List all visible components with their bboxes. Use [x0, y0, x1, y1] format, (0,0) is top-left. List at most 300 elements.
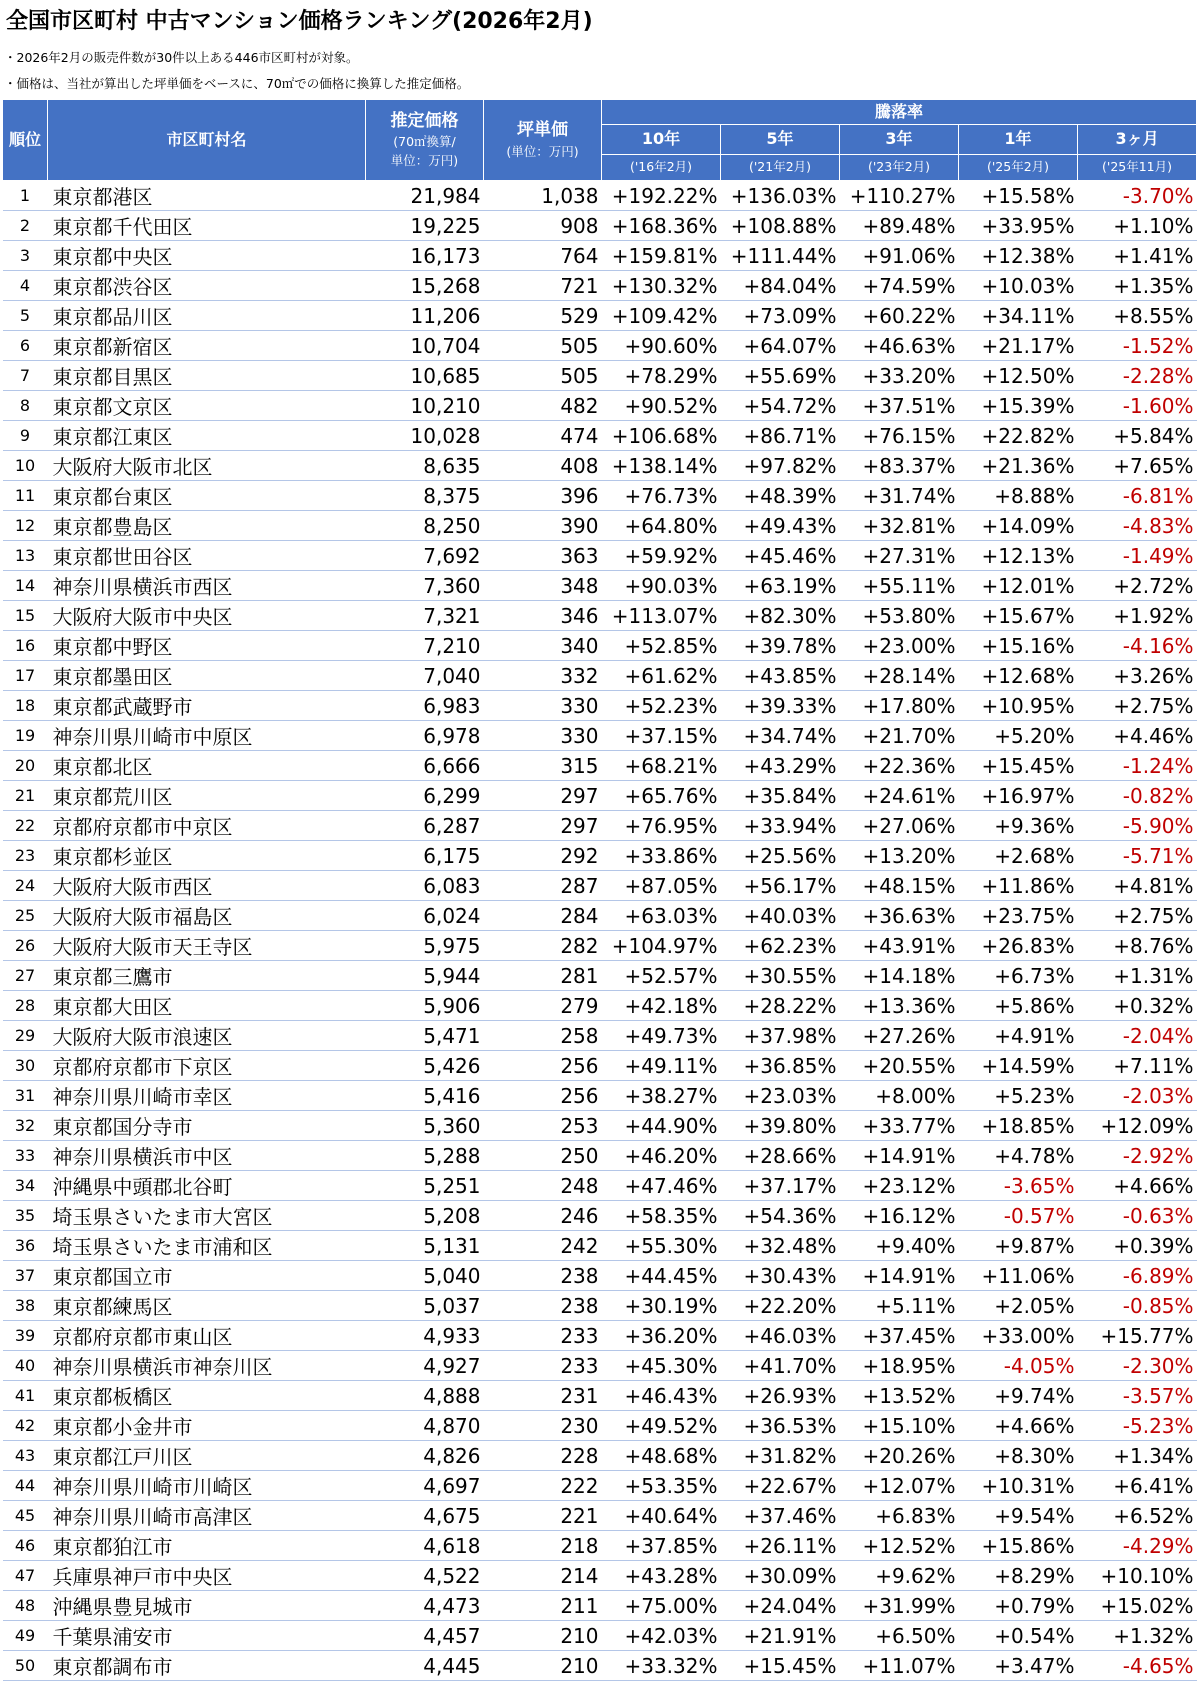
change-5y-cell: +84.04%	[721, 271, 840, 301]
change-5y-cell: +25.56%	[721, 841, 840, 871]
change-3y-cell: +14.91%	[840, 1141, 959, 1171]
municipality-cell: 東京都国立市	[48, 1261, 366, 1291]
change-1y-cell: +23.75%	[959, 901, 1078, 931]
change-1y-cell: +10.03%	[959, 271, 1078, 301]
change-10y-cell: +40.64%	[602, 1501, 721, 1531]
rank-cell: 42	[3, 1411, 48, 1441]
change-1y-cell: +12.50%	[959, 361, 1078, 391]
table-row	[3, 181, 1197, 211]
change-3y-cell: +32.81%	[840, 511, 959, 541]
change-3y-cell: +33.77%	[840, 1111, 959, 1141]
municipality-cell: 大阪府大阪市中央区	[48, 601, 366, 631]
change-3y-cell: +20.26%	[840, 1441, 959, 1471]
tsubo-cell: 210	[484, 1651, 602, 1681]
change-3m-cell: +10.10%	[1078, 1561, 1197, 1591]
change-10y-cell: +192.22%	[602, 181, 721, 211]
tsubo-cell: 363	[484, 541, 602, 571]
change-10y-cell: +43.28%	[602, 1561, 721, 1591]
table-row	[3, 1531, 1197, 1561]
change-1y-cell: -0.57%	[959, 1201, 1078, 1231]
municipality-cell: 東京都調布市	[48, 1651, 366, 1681]
change-5y-cell: +56.17%	[721, 871, 840, 901]
table-row	[3, 1201, 1197, 1231]
rank-cell: 41	[3, 1381, 48, 1411]
rank-cell: 21	[3, 781, 48, 811]
rank-cell: 50	[3, 1651, 48, 1681]
change-3m-cell: -2.92%	[1078, 1141, 1197, 1171]
change-3y-cell: +14.18%	[840, 961, 959, 991]
change-5y-cell: +54.36%	[721, 1201, 840, 1231]
price-cell: 6,299	[366, 781, 484, 811]
municipality-cell: 東京都三鷹市	[48, 961, 366, 991]
change-1y-cell: +0.54%	[959, 1621, 1078, 1651]
change-3y-cell: +6.83%	[840, 1501, 959, 1531]
table-row	[3, 481, 1197, 511]
price-cell: 19,225	[366, 211, 484, 241]
price-cell: 21,984	[366, 181, 484, 211]
rank-cell: 34	[3, 1171, 48, 1201]
change-1y-cell: +22.82%	[959, 421, 1078, 451]
change-1y-cell: +15.39%	[959, 391, 1078, 421]
price-cell: 7,321	[366, 601, 484, 631]
tsubo-cell: 284	[484, 901, 602, 931]
change-3m-cell: +4.66%	[1078, 1171, 1197, 1201]
change-5y-cell: +26.11%	[721, 1531, 840, 1561]
table-row	[3, 241, 1197, 271]
change-10y-cell: +104.97%	[602, 931, 721, 961]
change-1y-cell: -4.05%	[959, 1351, 1078, 1381]
municipality-cell: 大阪府大阪市浪速区	[48, 1021, 366, 1051]
change-1y-cell: +12.01%	[959, 571, 1078, 601]
change-3y-cell: +6.50%	[840, 1621, 959, 1651]
change-3m-cell: +1.41%	[1078, 241, 1197, 271]
change-5y-cell: +26.93%	[721, 1381, 840, 1411]
price-cell: 4,697	[366, 1471, 484, 1501]
change-3y-cell: +110.27%	[840, 181, 959, 211]
municipality-cell: 東京都小金井市	[48, 1411, 366, 1441]
rank-cell: 40	[3, 1351, 48, 1381]
rank-cell: 18	[3, 691, 48, 721]
change-5y-cell: +36.53%	[721, 1411, 840, 1441]
change-3y-cell: +23.12%	[840, 1171, 959, 1201]
change-3m-cell: -6.89%	[1078, 1261, 1197, 1291]
change-5y-cell: +22.20%	[721, 1291, 840, 1321]
price-cell: 6,983	[366, 691, 484, 721]
change-3m-cell: -1.49%	[1078, 541, 1197, 571]
header-period-5y: 5年	[721, 125, 840, 155]
change-5y-cell: +28.66%	[721, 1141, 840, 1171]
price-cell: 4,927	[366, 1351, 484, 1381]
tsubo-cell: 233	[484, 1351, 602, 1381]
tsubo-cell: 908	[484, 211, 602, 241]
change-5y-cell: +40.03%	[721, 901, 840, 931]
price-cell: 11,206	[366, 301, 484, 331]
table-row	[3, 451, 1197, 481]
tsubo-cell: 315	[484, 751, 602, 781]
change-5y-cell: +37.46%	[721, 1501, 840, 1531]
change-5y-cell: +62.23%	[721, 931, 840, 961]
municipality-cell: 東京都荒川区	[48, 781, 366, 811]
change-1y-cell: +26.83%	[959, 931, 1078, 961]
table-row	[3, 1621, 1197, 1651]
change-3y-cell: +43.91%	[840, 931, 959, 961]
table-body	[3, 181, 1197, 1681]
change-3y-cell: +13.20%	[840, 841, 959, 871]
change-10y-cell: +52.57%	[602, 961, 721, 991]
tsubo-cell: 332	[484, 661, 602, 691]
municipality-cell: 東京都渋谷区	[48, 271, 366, 301]
municipality-cell: 神奈川県川崎市中原区	[48, 721, 366, 751]
municipality-cell: 東京都大田区	[48, 991, 366, 1021]
rank-cell: 7	[3, 361, 48, 391]
change-5y-cell: +30.43%	[721, 1261, 840, 1291]
change-5y-cell: +73.09%	[721, 301, 840, 331]
change-10y-cell: +49.52%	[602, 1411, 721, 1441]
table-row	[3, 751, 1197, 781]
rank-cell: 48	[3, 1591, 48, 1621]
change-5y-cell: +28.22%	[721, 991, 840, 1021]
change-3y-cell: +21.70%	[840, 721, 959, 751]
change-3y-cell: +55.11%	[840, 571, 959, 601]
change-10y-cell: +46.20%	[602, 1141, 721, 1171]
rank-cell: 20	[3, 751, 48, 781]
municipality-cell: 東京都中央区	[48, 241, 366, 271]
change-5y-cell: +54.72%	[721, 391, 840, 421]
table-row	[3, 361, 1197, 391]
change-3y-cell: +76.15%	[840, 421, 959, 451]
tsubo-cell: 282	[484, 931, 602, 961]
tsubo-cell: 210	[484, 1621, 602, 1651]
municipality-cell: 東京都中野区	[48, 631, 366, 661]
tsubo-cell: 292	[484, 841, 602, 871]
change-1y-cell: +10.95%	[959, 691, 1078, 721]
tsubo-cell: 250	[484, 1141, 602, 1171]
change-3y-cell: +83.37%	[840, 451, 959, 481]
municipality-cell: 神奈川県横浜市西区	[48, 571, 366, 601]
price-cell: 5,471	[366, 1021, 484, 1051]
change-3m-cell: +1.35%	[1078, 271, 1197, 301]
rank-cell: 32	[3, 1111, 48, 1141]
change-10y-cell: +65.76%	[602, 781, 721, 811]
table-row	[3, 1261, 1197, 1291]
change-3y-cell: +23.00%	[840, 631, 959, 661]
tsubo-cell: 279	[484, 991, 602, 1021]
table-row	[3, 781, 1197, 811]
table-row	[3, 691, 1197, 721]
table-row	[3, 1321, 1197, 1351]
price-cell: 6,175	[366, 841, 484, 871]
municipality-cell: 大阪府大阪市西区	[48, 871, 366, 901]
change-5y-cell: +41.70%	[721, 1351, 840, 1381]
change-5y-cell: +39.33%	[721, 691, 840, 721]
change-10y-cell: +76.73%	[602, 481, 721, 511]
price-cell: 6,978	[366, 721, 484, 751]
change-1y-cell: +2.05%	[959, 1291, 1078, 1321]
price-cell: 4,675	[366, 1501, 484, 1531]
municipality-cell: 京都府京都市下京区	[48, 1051, 366, 1081]
price-cell: 4,870	[366, 1411, 484, 1441]
municipality-cell: 東京都江戸川区	[48, 1441, 366, 1471]
rank-cell: 43	[3, 1441, 48, 1471]
change-3m-cell: +1.10%	[1078, 211, 1197, 241]
table-row	[3, 511, 1197, 541]
header-period-1y: 1年	[959, 125, 1078, 155]
change-10y-cell: +68.21%	[602, 751, 721, 781]
price-cell: 5,131	[366, 1231, 484, 1261]
tsubo-cell: 242	[484, 1231, 602, 1261]
price-cell: 5,037	[366, 1291, 484, 1321]
change-3m-cell: +4.46%	[1078, 721, 1197, 751]
change-3m-cell: +8.76%	[1078, 931, 1197, 961]
change-3m-cell: -4.83%	[1078, 511, 1197, 541]
price-cell: 7,210	[366, 631, 484, 661]
rank-cell: 12	[3, 511, 48, 541]
rank-cell: 17	[3, 661, 48, 691]
change-3y-cell: +17.80%	[840, 691, 959, 721]
municipality-cell: 東京都板橋区	[48, 1381, 366, 1411]
change-3m-cell: -1.24%	[1078, 751, 1197, 781]
change-3m-cell: +5.84%	[1078, 421, 1197, 451]
table-row	[3, 1141, 1197, 1171]
rank-cell: 9	[3, 421, 48, 451]
price-cell: 6,024	[366, 901, 484, 931]
rank-cell: 16	[3, 631, 48, 661]
rank-cell: 6	[3, 331, 48, 361]
tsubo-cell: 256	[484, 1081, 602, 1111]
change-10y-cell: +52.23%	[602, 691, 721, 721]
table-row	[3, 1051, 1197, 1081]
tsubo-cell: 221	[484, 1501, 602, 1531]
change-10y-cell: +36.20%	[602, 1321, 721, 1351]
tsubo-cell: 231	[484, 1381, 602, 1411]
change-1y-cell: +8.30%	[959, 1441, 1078, 1471]
header-price-unit-2: 単位：万円)	[390, 152, 459, 168]
tsubo-cell: 340	[484, 631, 602, 661]
header-price-unit-1: (70㎡換算/	[393, 134, 456, 150]
price-cell: 4,473	[366, 1591, 484, 1621]
change-5y-cell: +86.71%	[721, 421, 840, 451]
municipality-cell: 千葉県浦安市	[48, 1621, 366, 1651]
municipality-cell: 東京都文京区	[48, 391, 366, 421]
rank-cell: 49	[3, 1621, 48, 1651]
change-10y-cell: +64.80%	[602, 511, 721, 541]
rank-cell: 3	[3, 241, 48, 271]
price-cell: 5,906	[366, 991, 484, 1021]
change-5y-cell: +111.44%	[721, 241, 840, 271]
change-1y-cell: +21.36%	[959, 451, 1078, 481]
change-3y-cell: +37.51%	[840, 391, 959, 421]
table-row	[3, 1651, 1197, 1681]
change-10y-cell: +53.35%	[602, 1471, 721, 1501]
table-row	[3, 271, 1197, 301]
tsubo-cell: 238	[484, 1291, 602, 1321]
change-10y-cell: +63.03%	[602, 901, 721, 931]
municipality-cell: 東京都品川区	[48, 301, 366, 331]
change-3m-cell: +7.11%	[1078, 1051, 1197, 1081]
municipality-cell: 京都府京都市中京区	[48, 811, 366, 841]
change-3y-cell: +31.99%	[840, 1591, 959, 1621]
change-5y-cell: +63.19%	[721, 571, 840, 601]
change-3y-cell: +46.63%	[840, 331, 959, 361]
municipality-cell: 大阪府大阪市福島区	[48, 901, 366, 931]
header-tsubo-label: 坪単価	[517, 120, 568, 141]
change-3y-cell: +28.14%	[840, 661, 959, 691]
change-5y-cell: +30.09%	[721, 1561, 840, 1591]
rank-cell: 44	[3, 1471, 48, 1501]
change-3y-cell: +13.52%	[840, 1381, 959, 1411]
header-tsubo-unit: (単位：万円)	[506, 143, 579, 159]
change-1y-cell: +0.79%	[959, 1591, 1078, 1621]
change-10y-cell: +59.92%	[602, 541, 721, 571]
header-period-10y-date: ('16年2月)	[602, 155, 721, 181]
header-price-label: 推定価格	[390, 110, 459, 131]
change-5y-cell: +97.82%	[721, 451, 840, 481]
page-title: 全国市区町村 中古マンション価格ランキング(2026年2月)	[6, 9, 593, 34]
change-5y-cell: +136.03%	[721, 181, 840, 211]
rank-cell: 19	[3, 721, 48, 751]
change-1y-cell: +12.13%	[959, 541, 1078, 571]
rank-cell: 11	[3, 481, 48, 511]
change-3y-cell: +33.20%	[840, 361, 959, 391]
municipality-cell: 大阪府大阪市天王寺区	[48, 931, 366, 961]
change-3m-cell: +1.92%	[1078, 601, 1197, 631]
change-10y-cell: +33.32%	[602, 1651, 721, 1681]
change-1y-cell: +15.16%	[959, 631, 1078, 661]
change-3y-cell: +12.52%	[840, 1531, 959, 1561]
rank-cell: 2	[3, 211, 48, 241]
change-10y-cell: +44.90%	[602, 1111, 721, 1141]
change-10y-cell: +130.32%	[602, 271, 721, 301]
price-cell: 5,416	[366, 1081, 484, 1111]
table-row	[3, 541, 1197, 571]
change-1y-cell: +12.68%	[959, 661, 1078, 691]
change-1y-cell: +4.66%	[959, 1411, 1078, 1441]
price-cell: 5,288	[366, 1141, 484, 1171]
rank-cell: 15	[3, 601, 48, 631]
change-3y-cell: +18.95%	[840, 1351, 959, 1381]
change-3y-cell: +24.61%	[840, 781, 959, 811]
change-1y-cell: +5.20%	[959, 721, 1078, 751]
change-3y-cell: +5.11%	[840, 1291, 959, 1321]
price-cell: 4,522	[366, 1561, 484, 1591]
change-10y-cell: +45.30%	[602, 1351, 721, 1381]
price-cell: 7,040	[366, 661, 484, 691]
change-3m-cell: +0.39%	[1078, 1231, 1197, 1261]
header-change: 騰落率	[602, 100, 1197, 125]
change-3y-cell: +27.06%	[840, 811, 959, 841]
rank-cell: 37	[3, 1261, 48, 1291]
change-3y-cell: +9.62%	[840, 1561, 959, 1591]
municipality-cell: 東京都千代田区	[48, 211, 366, 241]
rank-cell: 38	[3, 1291, 48, 1321]
change-10y-cell: +47.46%	[602, 1171, 721, 1201]
rank-cell: 39	[3, 1321, 48, 1351]
change-3m-cell: +3.26%	[1078, 661, 1197, 691]
municipality-cell: 沖縄県豊見城市	[48, 1591, 366, 1621]
tsubo-cell: 233	[484, 1321, 602, 1351]
change-3y-cell: +11.07%	[840, 1651, 959, 1681]
change-10y-cell: +138.14%	[602, 451, 721, 481]
price-cell: 5,975	[366, 931, 484, 961]
change-3y-cell: +14.91%	[840, 1261, 959, 1291]
municipality-cell: 東京都新宿区	[48, 331, 366, 361]
change-1y-cell: +16.97%	[959, 781, 1078, 811]
change-10y-cell: +46.43%	[602, 1381, 721, 1411]
change-10y-cell: +58.35%	[602, 1201, 721, 1231]
municipality-cell: 東京都杉並区	[48, 841, 366, 871]
change-3m-cell: -2.28%	[1078, 361, 1197, 391]
table-row	[3, 301, 1197, 331]
change-5y-cell: +32.48%	[721, 1231, 840, 1261]
change-10y-cell: +90.03%	[602, 571, 721, 601]
price-cell: 10,685	[366, 361, 484, 391]
change-1y-cell: +12.38%	[959, 241, 1078, 271]
note-method: ・価格は、当社が算出した坪単価をベースに、70㎡での価格に換算した推定価格。	[4, 76, 470, 91]
tsubo-cell: 330	[484, 691, 602, 721]
rank-cell: 45	[3, 1501, 48, 1531]
price-cell: 16,173	[366, 241, 484, 271]
rank-cell: 14	[3, 571, 48, 601]
tsubo-cell: 348	[484, 571, 602, 601]
table-row	[3, 961, 1197, 991]
municipality-cell: 神奈川県川崎市幸区	[48, 1081, 366, 1111]
change-1y-cell: +15.67%	[959, 601, 1078, 631]
tsubo-cell: 297	[484, 781, 602, 811]
tsubo-cell: 258	[484, 1021, 602, 1051]
change-1y-cell: +9.74%	[959, 1381, 1078, 1411]
change-10y-cell: +109.42%	[602, 301, 721, 331]
change-1y-cell: +11.86%	[959, 871, 1078, 901]
tsubo-cell: 281	[484, 961, 602, 991]
change-3m-cell: -2.30%	[1078, 1351, 1197, 1381]
change-3m-cell: -4.29%	[1078, 1531, 1197, 1561]
rank-cell: 22	[3, 811, 48, 841]
change-1y-cell: +9.36%	[959, 811, 1078, 841]
price-cell: 4,826	[366, 1441, 484, 1471]
change-5y-cell: +45.46%	[721, 541, 840, 571]
change-3y-cell: +16.12%	[840, 1201, 959, 1231]
table-row	[3, 1081, 1197, 1111]
municipality-cell: 東京都武蔵野市	[48, 691, 366, 721]
municipality-cell: 沖縄県中頭郡北谷町	[48, 1171, 366, 1201]
change-3m-cell: +0.32%	[1078, 991, 1197, 1021]
tsubo-cell: 228	[484, 1441, 602, 1471]
change-10y-cell: +30.19%	[602, 1291, 721, 1321]
table-row	[3, 1351, 1197, 1381]
change-10y-cell: +49.11%	[602, 1051, 721, 1081]
tsubo-cell: 287	[484, 871, 602, 901]
table-row	[3, 931, 1197, 961]
change-5y-cell: +21.91%	[721, 1621, 840, 1651]
header-period-1y-date: ('25年2月)	[959, 155, 1078, 181]
rank-cell: 46	[3, 1531, 48, 1561]
change-3y-cell: +31.74%	[840, 481, 959, 511]
table-row	[3, 1501, 1197, 1531]
rank-cell: 25	[3, 901, 48, 931]
change-3y-cell: +37.45%	[840, 1321, 959, 1351]
change-5y-cell: +36.85%	[721, 1051, 840, 1081]
change-5y-cell: +108.88%	[721, 211, 840, 241]
header-period-3y-date: ('23年2月)	[840, 155, 959, 181]
change-1y-cell: +21.17%	[959, 331, 1078, 361]
table-row	[3, 991, 1197, 1021]
change-10y-cell: +168.36%	[602, 211, 721, 241]
price-cell: 5,944	[366, 961, 484, 991]
rank-cell: 5	[3, 301, 48, 331]
change-3m-cell: -3.57%	[1078, 1381, 1197, 1411]
change-10y-cell: +61.62%	[602, 661, 721, 691]
price-cell: 6,083	[366, 871, 484, 901]
